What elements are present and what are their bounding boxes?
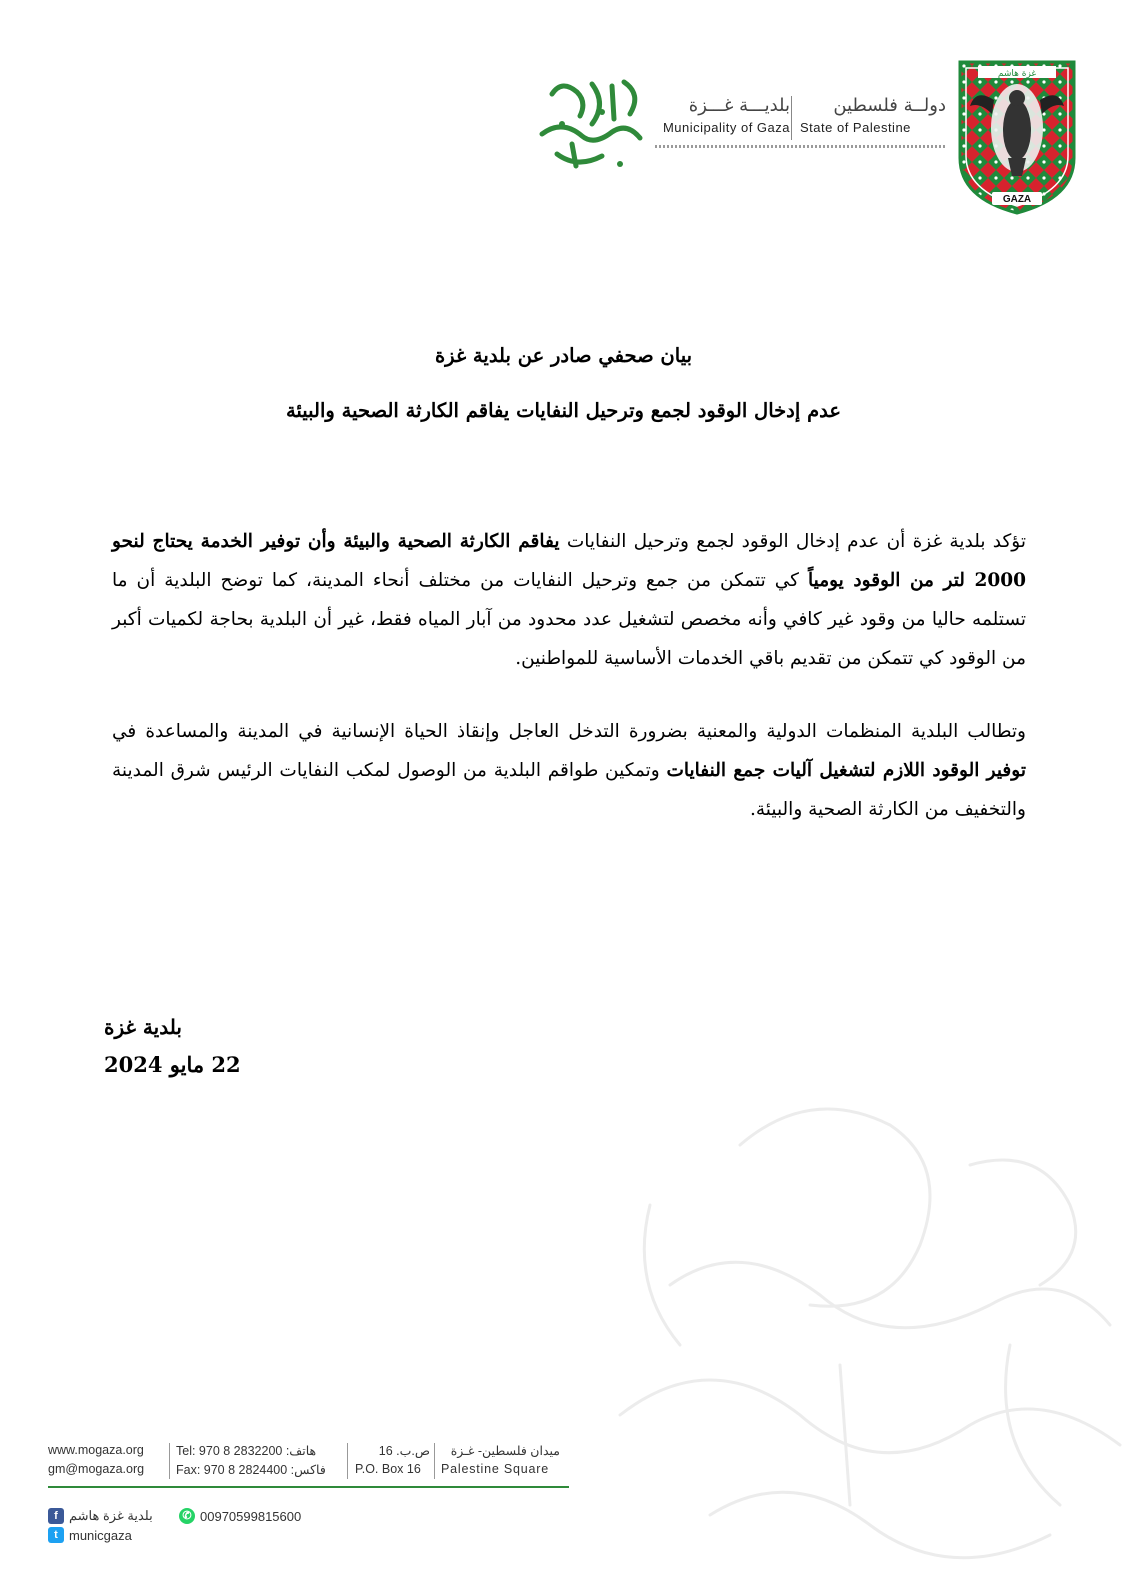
footer-green-rule xyxy=(48,1486,569,1488)
header-municipality xyxy=(655,95,790,135)
state-name-ar: دولــة فلسطين xyxy=(833,95,946,116)
twitter-link[interactable] xyxy=(48,1527,132,1543)
footer-address-ar: ميدان فلسطين- غـزة xyxy=(450,1444,560,1458)
twitter-icon: t xyxy=(48,1527,64,1543)
footer-divider xyxy=(347,1443,348,1479)
whatsapp-number: 00970599815600 xyxy=(200,1508,302,1524)
page-title: بيان صحفي صادر عن بلدية غزة xyxy=(434,344,693,367)
municipality-name-en: Municipality of Gaza xyxy=(662,120,790,135)
facebook-icon: f xyxy=(48,1508,64,1524)
gaza-municipality-crest xyxy=(956,58,1078,216)
twitter-handle: municgaza xyxy=(69,1527,132,1543)
header-state xyxy=(800,95,946,135)
footer-address-en: Palestine Square xyxy=(441,1462,550,1476)
facebook-handle: بلدية غزة هاشم xyxy=(69,1508,153,1523)
page-subtitle: عدم إدخال الوقود لجمع وترحيل النفايات يفاقم الكارثة الصحية والبيئة xyxy=(285,399,842,422)
paragraph-1-text-b: كي تتمكن من جمع وترحيل النفايات من مختلف أنحاء المدينة، كما توضح البلدية أن ما تستلمه حاليا من وقود غير كافي وأنه مخصص لتشغيل عدد محدود من آبار المياه فقط، غير أن البلدية بحاجة لكميات أكبر من الوقود كي تتمكن من تقديم باقي الخدمات الأساسية للمواطنين. xyxy=(112,570,1026,669)
signature-date: 22 مايو 2024 xyxy=(104,1052,241,1077)
paragraph-2-text-b: وتمكين طواقم البلدية من الوصول لمكب النفايات الرئيس شرق المدينة والتخفيف من الكارثة الصحية والبيئة. xyxy=(112,760,1026,820)
paragraph-2-text-a: وتطالب البلدية المنظمات الدولية والمعنية بضرورة التدخل العاجل وإنقاذ الحياة الإنسانية في المدينة والمساعدة في xyxy=(112,721,1026,742)
footer-pobox-ar: ص.ب. 16 xyxy=(378,1444,430,1458)
kafi-development-logo xyxy=(532,74,650,174)
footer-divider xyxy=(169,1443,170,1479)
whatsapp-icon: ✆ xyxy=(179,1508,195,1524)
paragraph-1-bold: يفاقم الكارثة الصحية والبيئة وأن توفير الخدمة يحتاج لنحو 2000 لتر من الوقود يومياً xyxy=(112,531,1026,591)
crest-top-text: غزة هاشم xyxy=(997,69,1037,79)
header-dotted-rule xyxy=(655,145,946,148)
footer-email[interactable]: gm@mogaza.org xyxy=(48,1462,145,1476)
footer-website[interactable]: www.mogaza.org xyxy=(48,1443,144,1457)
municipality-name-ar: بلديـــة غـــزة xyxy=(688,95,790,116)
header-divider xyxy=(791,96,792,140)
paragraph-1-text-a: تؤكد بلدية غزة أن عدم إدخال الوقود لجمع وترحيل النفايات xyxy=(559,531,1026,552)
state-name-en: State of Palestine xyxy=(800,120,911,135)
footer-fax: Fax: 970 8 2824400 :فاكس xyxy=(176,1463,326,1477)
whatsapp-link[interactable] xyxy=(179,1508,301,1524)
signature-org: بلدية غزة xyxy=(104,1015,182,1039)
paragraph-2-bold: توفير الوقود اللازم لتشغيل آليات جمع النفايات xyxy=(666,760,1026,781)
crest-bottom-text: GAZA xyxy=(1002,194,1032,205)
paragraph-1 xyxy=(112,522,1026,678)
footer-divider xyxy=(434,1443,435,1479)
footer-tel: Tel: 970 8 2832200 :هاتف xyxy=(176,1444,317,1458)
watermark-calligraphy xyxy=(590,1085,1127,1593)
footer-pobox-en: P.O. Box 16 xyxy=(355,1462,421,1476)
paragraph-2 xyxy=(112,712,1026,829)
facebook-link[interactable] xyxy=(48,1508,153,1524)
